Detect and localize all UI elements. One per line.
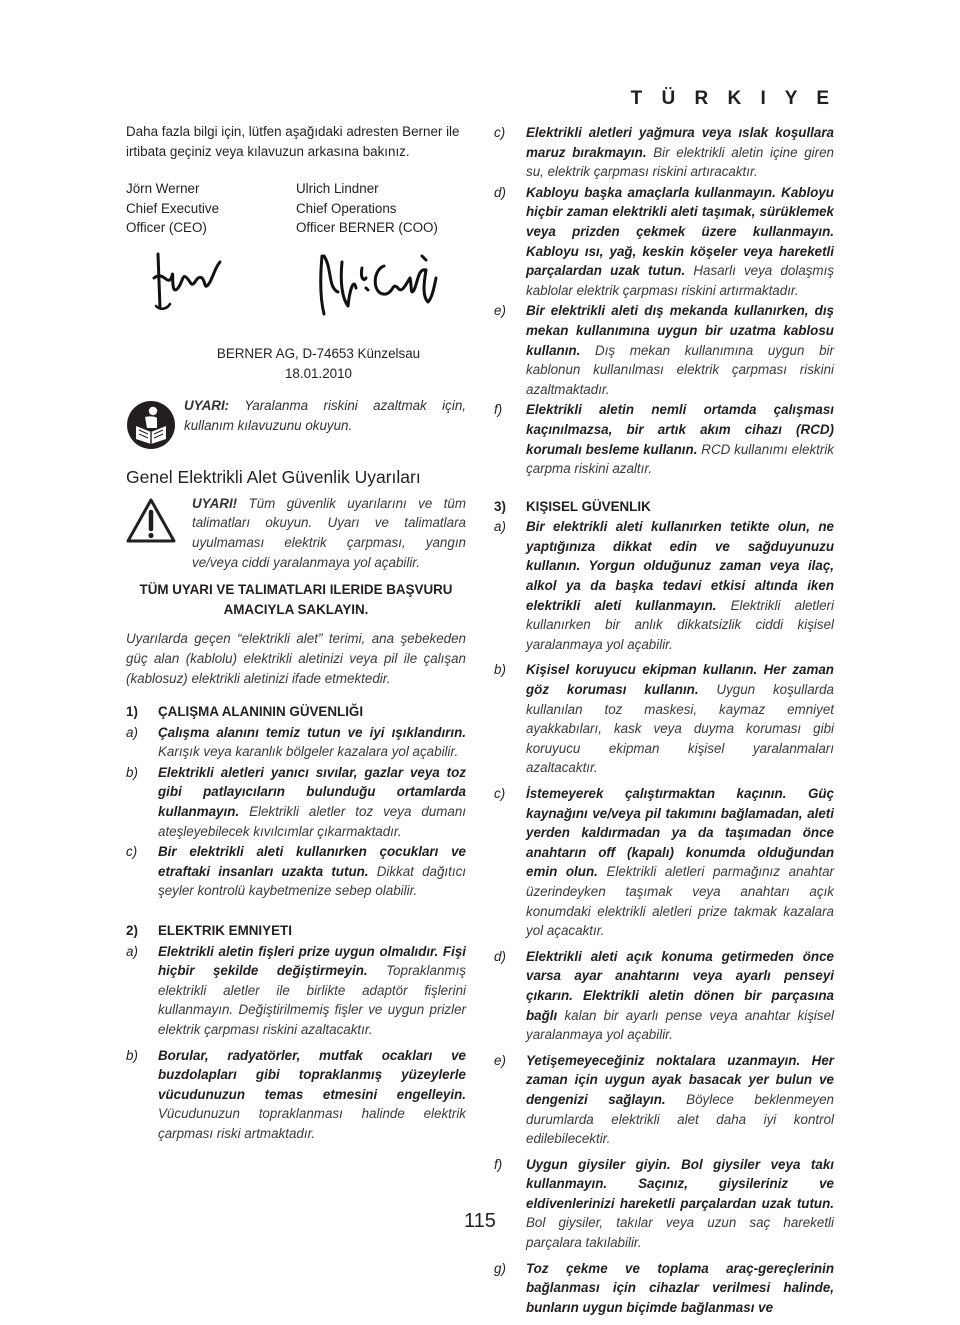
- list-item: a) Çalışma alanını temiz tutun ve iyi ışıklandırın. Karışık veya karanlık bölgeler kazalara yol açabilir.: [126, 724, 466, 760]
- list-item: b) Elektrikli aletleri yanıcı sıvılar, gazlar veya toz gibi patlayıcıların bulunduğu ortamlarda kullanmayın. Elektrikli aletler toz veya dumanı ateşleyebilecek kıvılcımlar çıkarmaktadır.: [126, 764, 466, 839]
- list-item: c) Elektrikli aletleri yağmura veya ıslak koşullara maruz bırakmayın. Bir elektrikli aletin içine giren su, elektrik çarpması riskini artıracaktır.: [494, 125, 834, 180]
- signature-werner-image: [150, 248, 230, 320]
- company-address: BERNER AG, D-74653 Künzelsau: [216, 345, 421, 361]
- list-item: e) Yetişemeyeceğiniz noktalara uzanmayın. Her zaman için uygun ayak basacak yer bulun ve dengenizi sağlayın. Böylece beklenmeyen durumlarda elektrikli alet daha iyi kontrol edilebilecektir.: [494, 1052, 834, 1147]
- intro-text: Daha fazla bilgi için, lütfen aşağıdaki adresten Berner ile irtibata geçiniz veya kılavuzun arkasına bakınız.: [126, 124, 460, 159]
- section-heading: 2) ELEKTRIK EMNIYETI: [126, 923, 292, 939]
- signatory-2: [296, 179, 466, 238]
- warning-normal: Uyarı ve talimatlara uyulmaması elektrik çarpması, yangın ve/veya ciddi yaralanmaya yol açabilir.: [192, 515, 466, 570]
- signatory-title: Officer BERNER (COO): [296, 220, 438, 236]
- list-item: d) Kabloyu başka amaçlarla kullanmayın. Kabloyu hiçbir zaman elektrikli aleti taşımak, sürüklemek veya prizden çekmek üzere kullanmayın. Kabloyu ısı, yağ, keskin köşeler veya hareketli parçalardan uzak tutun. Hasarlı veya dolaşmış kablolar elektrik çarpması riskini artırmaktadır.: [494, 184, 834, 298]
- list-item: a) Bir elektrikli aleti kullanırken tetikte olun, ne yaptığınıza dikkat edin ve sağduyunuzu kullanın. Yorgun olduğunuz zaman veya ilaç, alkol ya da başka tedavi etkisi altında iken elektrikli aleti kullanmayın. Elektrikli aletleri kullanırken bir anlık dikkatsizlik ciddi kişisel yaralanmaya yol açabilir.: [494, 519, 834, 652]
- left-column: [126, 122, 466, 1144]
- list-item: c) Bir elektrikli aleti kullanırken çocukları ve etraftaki insanları uzakta tutun. Dikkat dağıtıcı şeyler kontrolü kaybetmenize sebep olabilir.: [126, 844, 466, 899]
- country-header: T Ü R K I Y E: [630, 88, 836, 109]
- date: 18.01.2010: [284, 365, 353, 381]
- page-number: 115: [464, 1210, 496, 1232]
- warning-paragraph: [192, 494, 466, 572]
- warning-triangle-icon: [126, 498, 176, 543]
- save-instructions-notice: TÜM UYARI VE TALIMATLARI ILERIDE BAŞVURU AMACIYLA SAKLAYIN.: [139, 582, 453, 617]
- signature-lindner-image: [314, 248, 444, 320]
- read-manual-notice: [126, 396, 466, 450]
- general-warning: [126, 494, 466, 572]
- read-manual-icon: [126, 400, 176, 450]
- signatory-title: Chief Executive: [126, 200, 220, 216]
- notice-paragraph: [184, 396, 466, 435]
- list-item: c) İstemeyerek çalıştırmaktan kaçının. Güç kaynağını ve/veya pil takımını bağlamadan, aleti yerden kaldırmadan ya da taşımadan önce anahtarın off (kapalı) konumda olduğundan emin olun. Elektrikli aletleri parmağınız anahtar üzerindeyken taşımak veya anahtarı açık konumdaki elektrikli aletleri prize takmak kazalara yol açacaktır.: [494, 786, 834, 939]
- list-item: f) Elektrikli aletin nemli ortamda çalışması kaçınılmazsa, bir artık akım cihazı (RCD) korumalı besleme kullanın. RCD kullanımı elektrik çarpma riskini azaltır.: [494, 402, 834, 477]
- list-item: d) Elektrikli aleti açık konuma getirmeden önce varsa ayar anahtarını veya ayarlı penseyi çıkarın. Elektrikli aletin dönen bir parçasına bağlı kalan bir ayarlı pense veya anahtar kişisel yaralanmaya yol açabilir.: [494, 948, 834, 1043]
- list-item: b) Borular, radyatörler, mutfak ocakları ve buzdolapları gibi topraklanmış yüzeylerle vücudunuzun temas etmesini engelleyin. Vücudunuzun topraklanması halinde elektrik çarpması riski artmaktadır.: [126, 1047, 466, 1141]
- warning-head: UYARI!: [192, 495, 238, 511]
- right-column: [494, 122, 834, 1317]
- definition-paragraph: Uyarılarda geçen “elektrikli alet” terimi, ana şebekeden güç alan (kablolu) elektrikli aletinizi veya pil ile çalışan (kablosuz) elektrikli aletinizi ifade etmektedir.: [126, 631, 466, 686]
- section-heading: 3) KIŞISEL GÜVENLIK: [494, 498, 651, 514]
- notice-head: UYARI:: [184, 398, 230, 414]
- section-heading-general: Genel Elektrikli Alet Güvenlik Uyarıları: [126, 467, 421, 488]
- signatory-name: Jörn Werner: [126, 181, 200, 197]
- list-item: a) Elektrikli aletin fişleri prize uygun olmalıdır. Fişi hiçbir şekilde değiştirmeyin. Topraklanmış elektrikli aletler ile birlikte adaptör fişlerini kullanmayın. Değiştirilmemiş fişler ve uygun prizler elektrik çarpması riskini azaltacaktır.: [126, 943, 466, 1037]
- list-item: g) Toz çekme ve toplama araç-gereçlerinin bağlanması için cihazlar verilmesi halinde, bunların uygun biçimde bağlanması ve: [494, 1260, 834, 1315]
- company-block: [126, 344, 466, 383]
- notice-body: Yaralanma riskini azaltmak için, kullanım kılavuzunu okuyun.: [184, 398, 466, 433]
- list-item: f) Uygun giysiler giyin. Bol giysiler veya takı kullanmayın. Saçınız, giysileriniz ve eldivenlerinizi hareketli parçalardan uzak tutun. Bol giysiler, takılar veya uzun saç hareketli parçalara takılabilir.: [494, 1156, 834, 1251]
- signatory-1: [126, 179, 296, 238]
- section-heading: 1) ÇALIŞMA ALANININ GÜVENLIĞI: [126, 704, 364, 720]
- warning-italic: Tüm güvenlik uyarılarını ve tüm talimatları okuyun.: [192, 495, 466, 531]
- signatures: [126, 248, 466, 328]
- list-item: e) Bir elektrikli aleti dış mekanda kullanırken, dış mekan kullanımına uygun bir uzatma kablosu kullanın. Dış mekan kullanımına uygun bir kablonun kullanılması elektrik çarpması riskini azaltmaktadır.: [494, 303, 834, 397]
- signatory-title: Officer (CEO): [126, 220, 207, 236]
- signatories: [126, 179, 466, 238]
- signatory-title: Chief Operations: [296, 200, 397, 216]
- signatory-name: Ulrich Lindner: [296, 181, 379, 197]
- list-item: b) Kişisel koruyucu ekipman kullanın. Her zaman göz koruması kullanın. Uygun koşullarda kullanılan toz maskesi, kaymaz emniyet ayakkabıları, kask veya duyma koruması gibi koruyucu ekipman kişisel yaralanmaları azaltacaktır.: [494, 662, 834, 776]
